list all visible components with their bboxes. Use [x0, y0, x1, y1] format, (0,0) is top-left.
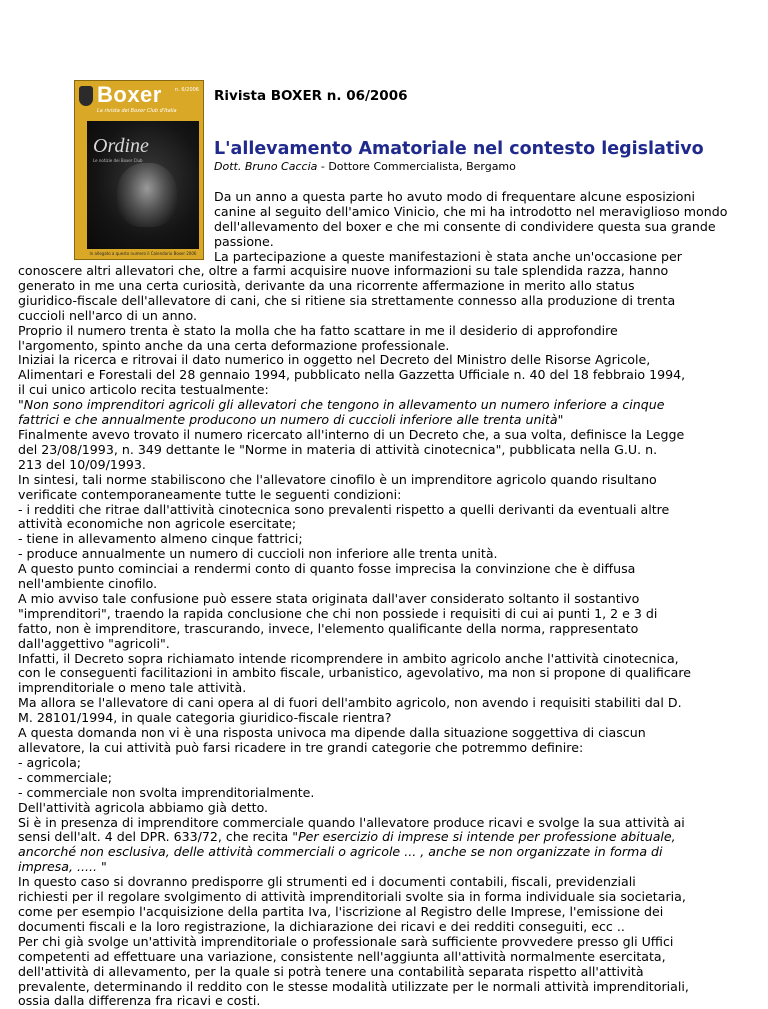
body-line	[18, 473, 750, 488]
club-logo-icon	[79, 86, 93, 106]
body-line	[18, 726, 750, 741]
body-line	[18, 294, 750, 309]
body-line	[18, 771, 750, 786]
body-line-text: fattrici e che annualmente producono un numero di cuccioli inferiore alle trenta unità"	[18, 412, 564, 428]
body-line	[18, 353, 750, 368]
body-line-text: - i redditi che ritrae dall'attività cinotecnica sono prevalenti rispetto a quelli derivanti da eventuali altre	[18, 501, 670, 517]
lead-line: Da un anno a questa parte ho avuto modo di frequentare alcune esposizioni	[214, 189, 695, 204]
lead-line: canine al seguito dell'amico Vinicio, che mi ha introdotto nel meraviglioso mondo	[214, 203, 728, 219]
body-line-text: come per esempio l'acquisizione della partita Iva, l'iscrizione al Registro delle Imprese, l'emissione dei	[18, 903, 664, 919]
body-line-text: In sintesi, tali norme stabiliscono che l'allevatore cinofilo è un imprenditore agricolo quando risultano	[18, 471, 657, 487]
body-line	[18, 965, 750, 980]
body-line-text: Alimentari e Forestali del 28 gennaio 1994, pubblicato nella Gazzetta Ufficiale n. 40 del 18 febbraio 1994,	[18, 367, 686, 383]
lead-line: La partecipazione a queste manifestazioni è stata anche un'occasione per	[214, 248, 682, 264]
body-line	[18, 428, 750, 443]
body-line-text: - tiene in allevamento almeno cinque fattrici;	[18, 531, 303, 547]
body-line	[18, 860, 750, 875]
body-line-text: Ma allora se l'allevatore di cani opera al di fuori dell'ambito agricolo, non avendo i requisiti stabiliti dal D.	[18, 695, 682, 711]
body-line	[18, 309, 750, 324]
body-line	[18, 801, 750, 816]
body-line	[18, 652, 750, 667]
body-line-text: del 23/08/1993, n. 349 dettante le "Norme in materia di attività cinotecnica", pubblicata nella G.U. n.	[18, 441, 658, 457]
body-line-text: - commerciale non svolta imprenditorialmente.	[18, 784, 315, 800]
body-line	[18, 517, 750, 532]
body-line-text: "imprenditori", traendo la rapida conclusione che chi non possiede i requisiti di cui ai punti 1, 2 e 3 di	[18, 605, 658, 621]
body-line	[18, 890, 750, 905]
body-line-text: conoscere altri allevatori che, oltre a farmi acquisire nuove informazioni su tale splendida razza, hanno	[18, 263, 669, 278]
body-line-text: richiesti per il regolare svolgimento di attività imprenditoriali svolte sia in forma individuale sia societaria,	[18, 889, 686, 905]
body-line-quote: ancorché non esclusiva, delle attività commerciali o agricole ... , anche se non organizzate in forma di	[18, 844, 663, 860]
author-role: - Dottore Commercialista, Bergamo	[317, 160, 516, 173]
body-line-text: Infatti, il Decreto sopra richiamato intende ricomprendere in ambito agricolo anche l'attività cinotecnica,	[18, 650, 679, 666]
body-line-text: nell'ambiente cinofilo.	[18, 576, 158, 592]
body-line	[18, 279, 750, 294]
body-line-text: Proprio il numero trenta è stato la molla che ha fatto scattare in me il desiderio di approfondire	[18, 322, 618, 338]
body-line-text: Finalmente avevo trovato il numero ricercato all'interno di un Decreto che, a sua volta, definisce la Legge	[18, 426, 685, 442]
body-line	[18, 383, 750, 398]
body-line-text: fatto, non è imprenditore, trascurando, invece, l'elemento qualificante della norma, rappresentato	[18, 620, 639, 636]
cover-photo-heading: Ordine	[93, 135, 149, 157]
body-line	[18, 905, 750, 920]
body-line	[18, 607, 750, 622]
body-line-text: competenti ad effettuare una variazione, consistente nell'aggiunta all'attività normalmente esercitata,	[18, 948, 666, 964]
body-line	[18, 413, 750, 428]
body-line	[18, 756, 750, 771]
body-line-text: sensi dell'alt. 4 del DPR. 633/72, che recita "	[18, 829, 299, 845]
body-line-text: allevatore, la cui attività può farsi ricadere in tre grandi categorie che potremmo definire:	[18, 740, 584, 755]
body-line-text: - produce annualmente un numero di cuccioli non inferiore alle trenta unità.	[18, 546, 498, 562]
body-line-text: A questo punto cominciai a rendermi conto di quanto fosse imprecisa la convinzione che è diffusa	[18, 561, 636, 577]
body-line-quote: impresa, ..... "	[18, 859, 107, 875]
body-line	[18, 532, 750, 547]
body-line	[18, 637, 750, 652]
body-line-text: Per chi già svolge un'attività imprenditoriale o professionale sarà sufficiente provvedere presso gli Uffici	[18, 933, 674, 949]
article-body	[18, 264, 750, 1009]
body-line	[18, 711, 750, 726]
body-line-text: In questo caso si dovranno predisporre gli strumenti ed i documenti contabili, fiscali, previdenziali	[18, 874, 636, 890]
body-line-text: ossia dalla differenza fra ricavi e costi.	[18, 993, 261, 1009]
body-line-text: Si è in presenza di imprenditore commerciale quando l'allevatore produce ricavi e svolge la sua attività ai	[18, 814, 685, 830]
body-line	[18, 994, 750, 1009]
cover-footer: In allegato a questo numero il Calendario Boxer 2006	[89, 251, 197, 256]
body-line-quote: Per esercizio di imprese si intende per professione abituale,	[298, 829, 676, 845]
body-line-text: A questa domanda non vi è una risposta univoca ma dipende dalla situazione soggettiva di ciascun	[18, 725, 646, 741]
body-line-text: giuridico-fiscale dell'allevatore di cani, che si ritiene sia strettamente connesso alla produzione di trenta	[18, 292, 676, 308]
body-line-text: l'argomento, spinto anche da una certa deformazione professionale.	[18, 337, 450, 353]
body-line	[18, 547, 750, 562]
body-line	[18, 622, 750, 637]
lead-line: dell'allevamento del boxer e che mi consente di condividere questa sua grande	[214, 218, 716, 234]
body-line-text: documenti fiscali e la loro registrazione, la dichiarazione dei ricavi e dei redditi conseguiti, ecc ..	[18, 918, 625, 934]
body-line-text: Dell'attività agricola abbiamo già detto.	[18, 799, 269, 815]
body-line-text: "Non sono imprenditori agricoli gli allevatori che tengono in allevamento un numero inferiore a cinque	[18, 397, 665, 413]
author-name: Dott. Bruno Caccia	[214, 160, 318, 173]
cover-subtitle: La rivista dei Boxer Club d'Italia	[97, 108, 177, 114]
body-line	[18, 980, 750, 995]
cover-photo-caption: Le notizie dei Boxer Club	[93, 158, 143, 163]
body-line-text: il cui unico articolo recita testualmente:	[18, 382, 269, 398]
body-line	[18, 503, 750, 518]
magazine-cover-image	[74, 80, 204, 260]
body-line-text: Iniziai la ricerca e ritrovai il dato numerico in oggetto nel Decreto del Ministro delle Risorse Agricole,	[18, 352, 651, 368]
body-line	[18, 816, 750, 831]
body-line	[18, 488, 750, 503]
body-line-text: verificate contemporaneamente tutte le seguenti condizioni:	[18, 486, 402, 502]
body-line	[18, 875, 750, 890]
body-line	[18, 935, 750, 950]
body-line	[18, 398, 750, 413]
body-line-text: imprenditoriale o meno tale attività.	[18, 680, 247, 696]
body-line	[18, 950, 750, 965]
body-line	[18, 696, 750, 711]
boxer-dog-icon	[117, 163, 177, 227]
body-line	[18, 339, 750, 354]
body-line	[18, 443, 750, 458]
body-line-text: - commerciale;	[18, 769, 112, 785]
body-line-text: prevalente, determinando il reddito con le stesse modalità utilizzate per le normali attività imprenditoriali,	[18, 978, 689, 994]
body-line-text: - agricola;	[18, 754, 82, 770]
issue-line: Rivista BOXER n. 06/2006	[214, 88, 408, 104]
body-line	[18, 830, 750, 845]
body-line	[18, 786, 750, 801]
body-line	[18, 741, 750, 756]
cover-issue: n. 6/2006	[175, 87, 199, 93]
body-line	[18, 577, 750, 592]
article-title: L'allevamento Amatoriale nel contesto legislativo	[214, 139, 704, 159]
lead-line: passione.	[214, 233, 274, 249]
body-line-text: attività economiche non agricole esercitate;	[18, 516, 297, 532]
body-line-text: dell'attività di allevamento, per la quale si potrà tenere una contabilità separata rispetto all'attività	[18, 963, 644, 979]
byline	[214, 160, 516, 173]
body-line	[18, 324, 750, 339]
body-line	[18, 458, 750, 473]
body-line	[18, 681, 750, 696]
body-line-text: A mio avviso tale confusione può essere stata originata dall'aver considerato soltanto il sostantivo	[18, 590, 640, 606]
body-line	[18, 920, 750, 935]
body-line-text: 213 del 10/09/1993.	[18, 456, 146, 472]
body-line	[18, 845, 750, 860]
body-line	[18, 368, 750, 383]
body-line-text: cuccioli nell'arco di un anno.	[18, 307, 198, 323]
cover-photo	[87, 121, 199, 249]
article-lead	[214, 190, 750, 265]
body-line-text: dall'aggettivo "agricoli".	[18, 635, 170, 651]
body-line-text: generato in me una certa curiosità, derivante da una ricorrente affermazione in merito allo status	[18, 277, 635, 293]
body-line	[18, 562, 750, 577]
body-line	[18, 264, 750, 279]
cover-title: Boxer	[97, 82, 162, 107]
body-line-text: con le conseguenti facilitazioni in ambito fiscale, urbanistico, agevolativo, ma non si propone di qualificare	[18, 665, 692, 681]
body-line-text: M. 28101/1994, in quale categoria giuridico-fiscale rientra?	[18, 710, 392, 726]
body-line	[18, 592, 750, 607]
body-line	[18, 666, 750, 681]
